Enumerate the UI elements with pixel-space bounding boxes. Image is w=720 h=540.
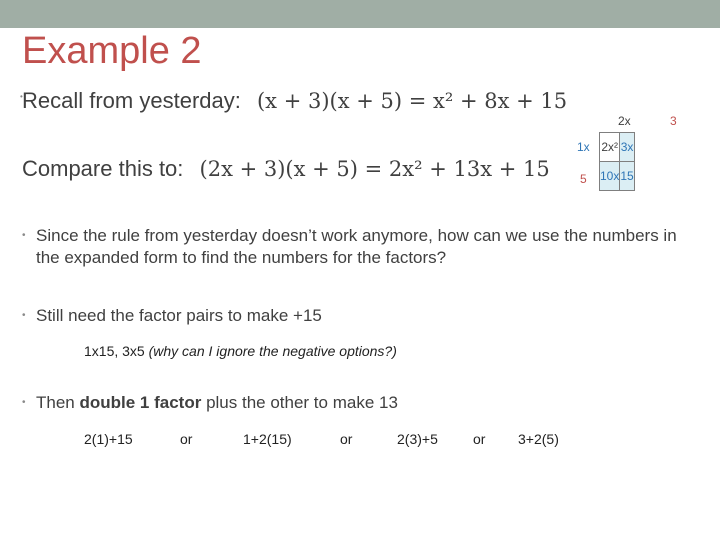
bullet-dot: • (22, 230, 26, 241)
option-3: 2(3)+5 (397, 431, 438, 447)
compare-equation-rhs: = 2x² + 13x + 15 (364, 157, 550, 181)
row-header-2: 5 (580, 172, 587, 186)
compare-equation (200, 157, 550, 181)
cell-10x: 10x (600, 162, 620, 191)
bullet-factor-pairs-text: Still need the factor pairs to make +15 (36, 306, 322, 325)
col-header-1: 2x (618, 114, 631, 128)
negative-options-question: (why can I ignore the negative options?) (148, 343, 397, 359)
col-header-2: 3 (670, 114, 677, 128)
recall-equation-rhs: = x² + 8x + 15 (408, 89, 568, 113)
recall-equation-lhs: (x + 3)(x + 5) (256, 89, 403, 113)
recall-equation (257, 89, 567, 113)
bullet-dot: • (22, 397, 26, 408)
cell-15: 15 (620, 162, 634, 191)
row-header-1: 1x (577, 140, 590, 154)
double-rule-text (36, 392, 398, 414)
compare-line (22, 156, 550, 182)
factor-pairs-line (84, 343, 397, 359)
recall-line (22, 88, 567, 114)
compare-label: Compare this to: (22, 156, 184, 181)
double-rule-suffix: plus the other to make 13 (201, 393, 398, 412)
option-or-2: or (340, 431, 353, 447)
top-accent-bar (0, 0, 720, 28)
area-model-table (599, 132, 635, 191)
bullet-dot: • (22, 310, 26, 321)
option-or-3: or (473, 431, 486, 447)
cell-2x2: 2x² (600, 133, 620, 162)
compare-equation-lhs: (2x + 3)(x + 5) (199, 157, 358, 181)
option-1: 2(1)+15 (84, 431, 133, 447)
recall-label: Recall from yesterday: (22, 88, 241, 113)
double-rule-bold: double 1 factor (79, 393, 202, 412)
double-rule-prefix: Then (36, 393, 80, 412)
option-or-1: or (180, 431, 193, 447)
factor-pairs: 1x15, 3x5 (84, 343, 145, 359)
option-2: 1+2(15) (243, 431, 292, 447)
bullet-question-text: Since the rule from yesterday doesn’t work anymore, how can we use the numbers in the expanded form to find the numbers for the factors? (36, 226, 677, 267)
cell-3x: 3x (620, 133, 634, 162)
slide-title: Example 2 (22, 30, 202, 72)
option-4: 3+2(5) (518, 431, 559, 447)
bullet-marker: • (20, 92, 23, 101)
